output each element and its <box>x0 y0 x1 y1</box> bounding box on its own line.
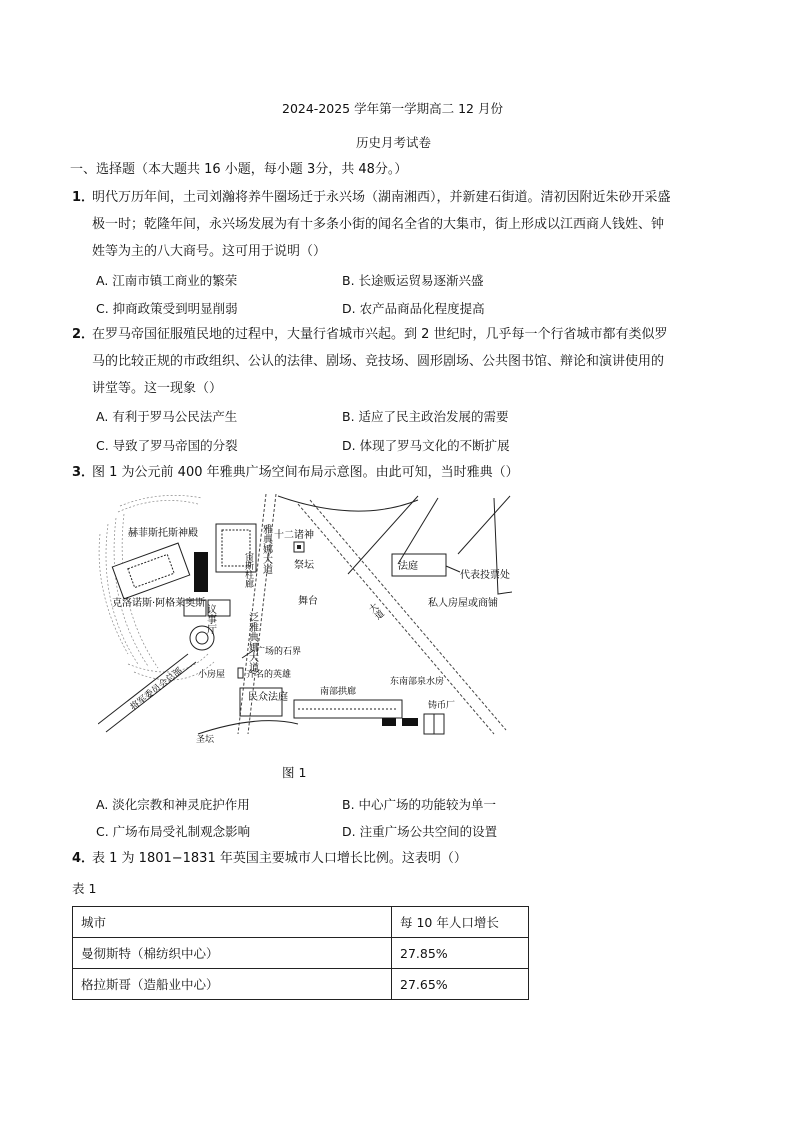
map-label-south-stoa: 南部拱廊 <box>320 687 357 697</box>
table-row <box>73 969 529 1000</box>
table-cell: 曼彻斯特（棉纺织中心） <box>73 938 392 969</box>
table-cell: 格拉斯哥（造船业中心） <box>73 969 392 1000</box>
figure-caption: 图 1 <box>282 765 307 780</box>
option-c[interactable]: C. 导致了罗马帝国的分裂 <box>96 438 238 453</box>
map-label-temple: 赫菲斯托斯神殿 <box>128 528 198 539</box>
map-label-mint: 铸币厂 <box>428 701 456 711</box>
exam-title: 2024-2025 学年第一学期高二 12 月份 <box>282 101 503 116</box>
question-text-line: 在罗马帝国征服殖民地的过程中，大量行省城市兴起。到 2 世纪时，几乎每一个行省城市都有类似罗 <box>92 327 668 342</box>
map-label-road2: 泛雅典娜大道 <box>246 612 258 672</box>
map-label-road-upper: 雅典娜大道 <box>260 524 272 574</box>
question-text-line: 明代万历年间，土司刘瀚将养牛圈场迁于永兴场（湖南湘西），并新建石街道。清初因附近朱砂开采盛 <box>92 190 671 205</box>
map-label-twelve-gods: 十二诸神 <box>274 530 314 541</box>
option-b[interactable]: B. 中心广场的功能较为单一 <box>342 797 497 812</box>
option-d[interactable]: D. 体现了罗马文化的不断扩展 <box>342 438 510 453</box>
option-b[interactable]: B. 长途贩运贸易逐渐兴盛 <box>342 273 484 288</box>
map-label-house: 小房屋 <box>198 670 226 680</box>
map-label-zeus: 克洛诺斯·阿格莱奥斯 <box>112 598 206 609</box>
question-text-line: 姓等为主的八大商号。这可用于说明（） <box>92 244 327 259</box>
question-text-line: 讲堂等。这一现象（） <box>92 381 223 396</box>
map-label-heroes: 齐名的英雄 <box>246 670 292 680</box>
section-heading: 一、选择题（本大题共 16 小题，每小题 3分，共 48分。） <box>70 162 408 177</box>
question-text-line: 马的比较正规的市政组织、公认的法律、剧场、竞技场、圆形剧场、公共图书馆、辩论和演讲使用的 <box>92 354 665 369</box>
map-label-private: 私人房屋或商铺 <box>428 598 498 609</box>
population-table <box>72 906 529 1000</box>
option-a[interactable]: A. 有利于罗马公民法产生 <box>96 409 238 424</box>
map-label-stoa-zeus: 宙斯柱廊 <box>243 552 253 588</box>
map-label-rep: 代表投票处 <box>460 570 510 581</box>
option-b[interactable]: B. 适应了民主政治发展的需要 <box>342 409 509 424</box>
bouleuterion-block <box>194 552 208 592</box>
question-text-line: 极一时；乾隆年间，永兴场发展为有十多条小街的闻名全省的大集市，街上形成以江西商人钱姓、钟 <box>92 217 665 232</box>
option-d[interactable]: D. 注重广场公共空间的设置 <box>342 824 498 839</box>
table-header-cell: 城市 <box>73 907 392 938</box>
map-label-road1: 大道 <box>365 601 385 623</box>
question-text-line: 图 1 为公元前 400 年雅典广场空间布局示意图。由此可知，当时雅典（） <box>92 465 519 480</box>
option-c[interactable]: C. 抑商政策受到明显削弱 <box>96 301 238 316</box>
agora-map-figure <box>98 494 512 744</box>
option-c[interactable]: C. 广场布局受礼制观念影响 <box>96 824 251 839</box>
map-label-council: 议事厅 <box>204 604 216 634</box>
exam-subtitle: 历史月考试卷 <box>356 135 432 150</box>
question-number: 2． <box>72 327 95 342</box>
question-number: 4． <box>72 851 95 866</box>
table-row <box>73 938 529 969</box>
map-label-law: 法庭 <box>398 561 418 572</box>
temple-hephaestus <box>112 543 189 599</box>
map-label-stage: 舞台 <box>298 596 318 607</box>
map-label-boundary: 广场的石界 <box>256 647 302 657</box>
table-header-row <box>73 907 529 938</box>
map-label-altar: 祭坛 <box>294 560 314 571</box>
option-a[interactable]: A. 淡化宗教和神灵庇护作用 <box>96 797 250 812</box>
question-number: 1． <box>72 190 95 205</box>
map-label-people-court: 民众法庭 <box>248 692 288 703</box>
table-cell: 27.85% <box>392 938 529 969</box>
map-label-altar2: 圣坛 <box>196 735 215 744</box>
table-header-cell: 每 10 年人口增长 <box>392 907 529 938</box>
map-label-generals: 将军委员会总部 <box>128 666 185 713</box>
map-label-fountain: 东南部泉水房 <box>390 677 445 687</box>
table-label: 表 1 <box>72 881 97 896</box>
question-text-line: 表 1 为 1801−1831 年英国主要城市人口增长比例。这表明（） <box>92 851 467 866</box>
table-cell: 27.65% <box>392 969 529 1000</box>
question-number: 3． <box>72 465 95 480</box>
option-a[interactable]: A. 江南市镇工商业的繁荣 <box>96 273 238 288</box>
option-d[interactable]: D. 农产品商品化程度提高 <box>342 301 485 316</box>
